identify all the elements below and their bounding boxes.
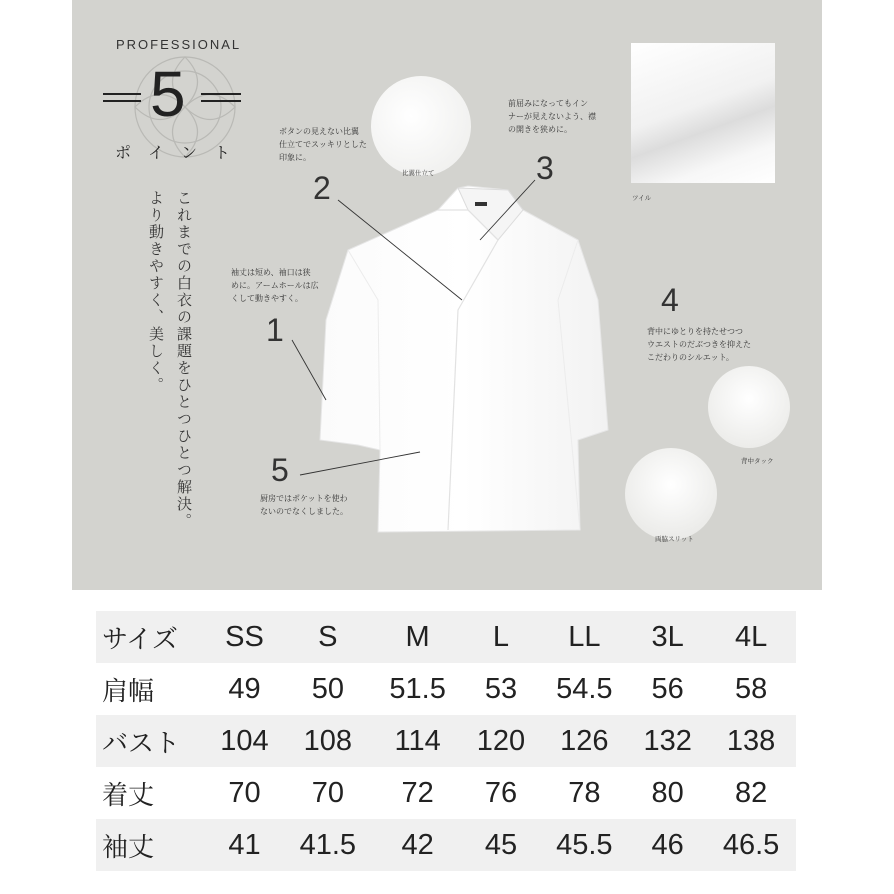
table-cell: 49 xyxy=(228,672,261,705)
table-cell: 114 xyxy=(373,715,463,767)
table-cell: 袖丈 xyxy=(96,819,206,871)
table-cell: 126 xyxy=(539,715,629,767)
table-cell: 72 xyxy=(401,776,434,809)
table-cell: S xyxy=(283,611,373,663)
point-number-5: 5 xyxy=(271,452,289,488)
table-cell: 82 xyxy=(734,776,768,809)
point-5-text: 厨房ではポケットを使わ ないのでなくしました。 xyxy=(260,494,348,516)
table-cell: 120 xyxy=(462,715,539,767)
table-cell: LL xyxy=(539,611,629,663)
table-row xyxy=(96,663,796,715)
professional-label: PROFESSIONAL xyxy=(116,37,242,52)
table-cell: 76 xyxy=(484,776,518,809)
point-4-text: 背中にゆとりを持たせつつ ウエストのだぶつきを抑えた こだわりのシルエット。 xyxy=(647,327,751,362)
table-cell: 46 xyxy=(629,819,706,871)
point-number-2: 2 xyxy=(313,170,331,206)
point-3-text: 前屈みになってもイン ナーが見えないよう、襟 の開きを狭めに。 xyxy=(508,99,596,134)
table-cell: 132 xyxy=(629,715,706,767)
table-cell: 肩幅 xyxy=(102,676,155,707)
point-1-text: 袖丈は短め、袖口は狭 めに。アームホールは広 くして動きやすく。 xyxy=(231,268,319,303)
table-header-row xyxy=(96,611,796,663)
point-number-3: 3 xyxy=(536,150,554,186)
table-cell: 108 xyxy=(283,715,373,767)
table-row xyxy=(96,715,796,767)
table-cell: 41.5 xyxy=(283,819,373,871)
point-number-4: 4 xyxy=(661,282,679,318)
caption-side-slit: 両脇スリット xyxy=(655,535,694,543)
point-label: ポイント xyxy=(115,143,248,162)
table-cell: 78 xyxy=(568,776,601,809)
table-cell: 138 xyxy=(706,715,796,767)
table-cell: 58 xyxy=(734,672,768,705)
table-cell: 45.5 xyxy=(539,819,629,871)
table-cell: 51.5 xyxy=(389,672,446,705)
table-row xyxy=(96,767,796,819)
table-cell: 56 xyxy=(651,672,684,705)
table-cell: サイズ xyxy=(96,611,206,663)
table-cell: 42 xyxy=(373,819,463,871)
caption-hiyoku: 比翼仕立て xyxy=(402,169,435,177)
caption-back-tuck: 背中タック xyxy=(741,457,774,465)
intro-line-1: これまでの白衣の課題をひとつひとつ解決。 xyxy=(175,190,193,530)
table-cell: SS xyxy=(206,611,283,663)
table-cell: M xyxy=(373,611,463,663)
table-cell: 80 xyxy=(651,776,684,809)
table-cell: 53 xyxy=(484,672,518,705)
point-number-1: 1 xyxy=(266,312,284,348)
caption-twill: ツイル xyxy=(632,194,652,202)
intro-line-2: より動きやすく、美しく。 xyxy=(147,190,165,394)
table-cell: 54.5 xyxy=(556,672,613,705)
big-five-numeral: 5 xyxy=(150,58,186,130)
table-cell: バスト xyxy=(96,715,206,767)
table-cell: 50 xyxy=(311,672,344,705)
table-row xyxy=(96,819,796,871)
table-cell: 3L xyxy=(629,611,706,663)
point-2-text: ボタンの見えない比翼 仕立てでスッキリとした 印象に。 xyxy=(279,127,367,162)
table-cell: 70 xyxy=(228,776,261,809)
table-cell: 104 xyxy=(206,715,283,767)
table-cell: 46.5 xyxy=(706,819,796,871)
table-cell: 70 xyxy=(311,776,344,809)
table-cell: 45 xyxy=(462,819,539,871)
table-cell: L xyxy=(462,611,539,663)
table-cell: 着丈 xyxy=(102,780,155,811)
size-table xyxy=(96,611,796,871)
table-cell: 4L xyxy=(706,611,796,663)
table-cell: 41 xyxy=(206,819,283,871)
